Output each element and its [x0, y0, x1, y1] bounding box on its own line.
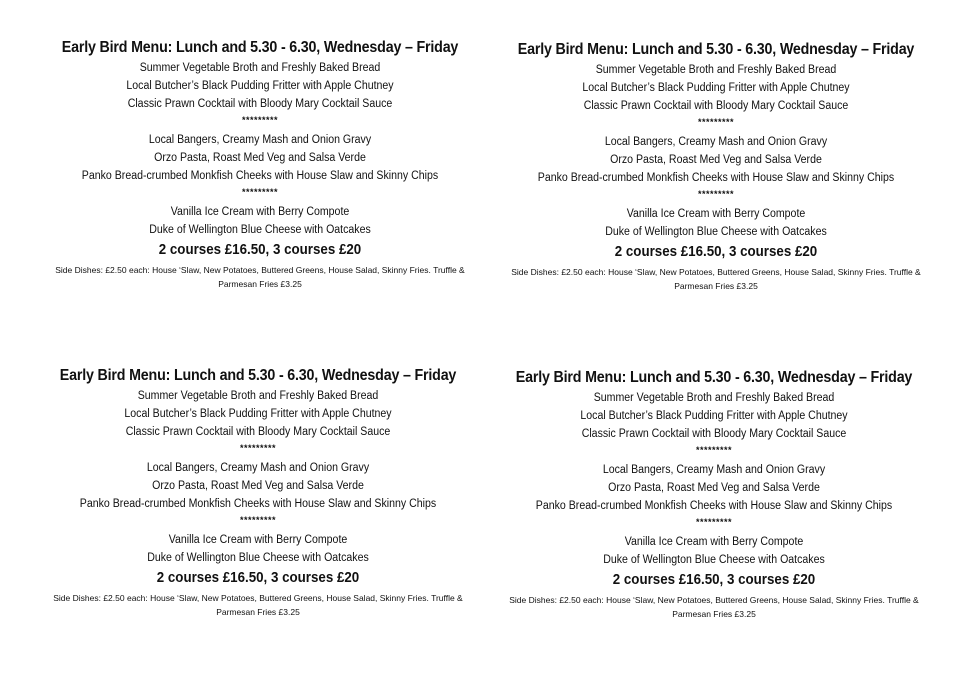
price-line: 2 courses £16.50, 3 courses £20	[612, 572, 816, 588]
dessert-item: Vanilla Ice Cream with Berry Compote	[168, 534, 348, 546]
course-divider: *********	[695, 445, 733, 455]
course-divider: *********	[241, 115, 279, 125]
starter-item: Classic Prawn Cocktail with Bloody Mary Cocktail Sauce	[125, 426, 391, 438]
starter-item: Local Butcher’s Black Pudding Fritter with Apple Chutney	[124, 408, 392, 420]
dessert-item: Duke of Wellington Blue Cheese with Oatcakes	[149, 224, 371, 236]
main-item: Local Bangers, Creamy Mash and Onion Gravy	[602, 464, 826, 476]
dessert-item: Duke of Wellington Blue Cheese with Oatcakes	[147, 552, 369, 564]
starter-item: Summer Vegetable Broth and Freshly Baked Bread	[593, 392, 835, 404]
course-divider: *********	[695, 517, 733, 527]
starter-item: Classic Prawn Cocktail with Bloody Mary Cocktail Sauce	[127, 98, 393, 110]
main-item: Panko Bread-crumbed Monkfish Cheeks with House Slaw and Skinny Chips	[537, 172, 895, 184]
price-line: 2 courses £16.50, 3 courses £20	[614, 244, 818, 260]
menu-title: Early Bird Menu: Lunch and 5.30 - 6.30, Wednesday – Friday	[515, 369, 913, 386]
side-dishes-note: Side Dishes: £2.50 each: House ‘Slaw, New Potatoes, Buttered Greens, House Salad, Skinny Fries. Truffle & Parmesan Fries £3.25	[55, 265, 465, 289]
starter-item: Summer Vegetable Broth and Freshly Baked Bread	[137, 390, 379, 402]
menu-title: Early Bird Menu: Lunch and 5.30 - 6.30, Wednesday – Friday	[517, 41, 915, 58]
main-item: Panko Bread-crumbed Monkfish Cheeks with House Slaw and Skinny Chips	[79, 498, 437, 510]
menu-title: Early Bird Menu: Lunch and 5.30 - 6.30, Wednesday – Friday	[61, 39, 459, 56]
side-dishes-note: Side Dishes: £2.50 each: House ‘Slaw, New Potatoes, Buttered Greens, House Salad, Skinny Fries. Truffle & Parmesan Fries £3.25	[511, 267, 921, 291]
main-item: Orzo Pasta, Roast Med Veg and Salsa Verde	[152, 480, 364, 492]
price-line: 2 courses £16.50, 3 courses £20	[156, 570, 360, 586]
dessert-item: Vanilla Ice Cream with Berry Compote	[170, 206, 350, 218]
starter-item: Local Butcher’s Black Pudding Fritter with Apple Chutney	[126, 80, 394, 92]
dessert-item: Duke of Wellington Blue Cheese with Oatcakes	[603, 554, 825, 566]
menu-card-bottom-right	[494, 368, 934, 621]
main-item: Orzo Pasta, Roast Med Veg and Salsa Verde	[610, 154, 822, 166]
menu-card-bottom-left	[38, 366, 478, 619]
course-divider: *********	[239, 443, 277, 453]
starter-item: Classic Prawn Cocktail with Bloody Mary Cocktail Sauce	[583, 100, 849, 112]
price-line: 2 courses £16.50, 3 courses £20	[158, 242, 362, 258]
starter-item: Summer Vegetable Broth and Freshly Baked Bread	[139, 62, 381, 74]
dessert-item: Duke of Wellington Blue Cheese with Oatcakes	[605, 226, 827, 238]
main-item: Local Bangers, Creamy Mash and Onion Gravy	[146, 462, 370, 474]
main-item: Local Bangers, Creamy Mash and Onion Gravy	[148, 134, 372, 146]
main-item: Panko Bread-crumbed Monkfish Cheeks with House Slaw and Skinny Chips	[535, 500, 893, 512]
course-divider: *********	[239, 515, 277, 525]
main-item: Panko Bread-crumbed Monkfish Cheeks with House Slaw and Skinny Chips	[81, 170, 439, 182]
course-divider: *********	[241, 187, 279, 197]
main-item: Orzo Pasta, Roast Med Veg and Salsa Verde	[154, 152, 366, 164]
course-divider: *********	[697, 117, 735, 127]
starter-item: Summer Vegetable Broth and Freshly Baked Bread	[595, 64, 837, 76]
side-dishes-note: Side Dishes: £2.50 each: House ‘Slaw, New Potatoes, Buttered Greens, House Salad, Skinny Fries. Truffle & Parmesan Fries £3.25	[509, 595, 919, 619]
starter-item: Classic Prawn Cocktail with Bloody Mary Cocktail Sauce	[581, 428, 847, 440]
starter-item: Local Butcher’s Black Pudding Fritter with Apple Chutney	[580, 410, 848, 422]
dessert-item: Vanilla Ice Cream with Berry Compote	[626, 208, 806, 220]
course-divider: *********	[697, 189, 735, 199]
side-dishes-note: Side Dishes: £2.50 each: House ‘Slaw, New Potatoes, Buttered Greens, House Salad, Skinny Fries. Truffle & Parmesan Fries £3.25	[53, 593, 463, 617]
starter-item: Local Butcher’s Black Pudding Fritter with Apple Chutney	[582, 82, 850, 94]
main-item: Local Bangers, Creamy Mash and Onion Gravy	[604, 136, 828, 148]
menu-card-top-right	[496, 40, 936, 293]
menu-card-top-left	[40, 38, 480, 291]
dessert-item: Vanilla Ice Cream with Berry Compote	[624, 536, 804, 548]
menu-title: Early Bird Menu: Lunch and 5.30 - 6.30, Wednesday – Friday	[59, 367, 457, 384]
main-item: Orzo Pasta, Roast Med Veg and Salsa Verde	[608, 482, 820, 494]
